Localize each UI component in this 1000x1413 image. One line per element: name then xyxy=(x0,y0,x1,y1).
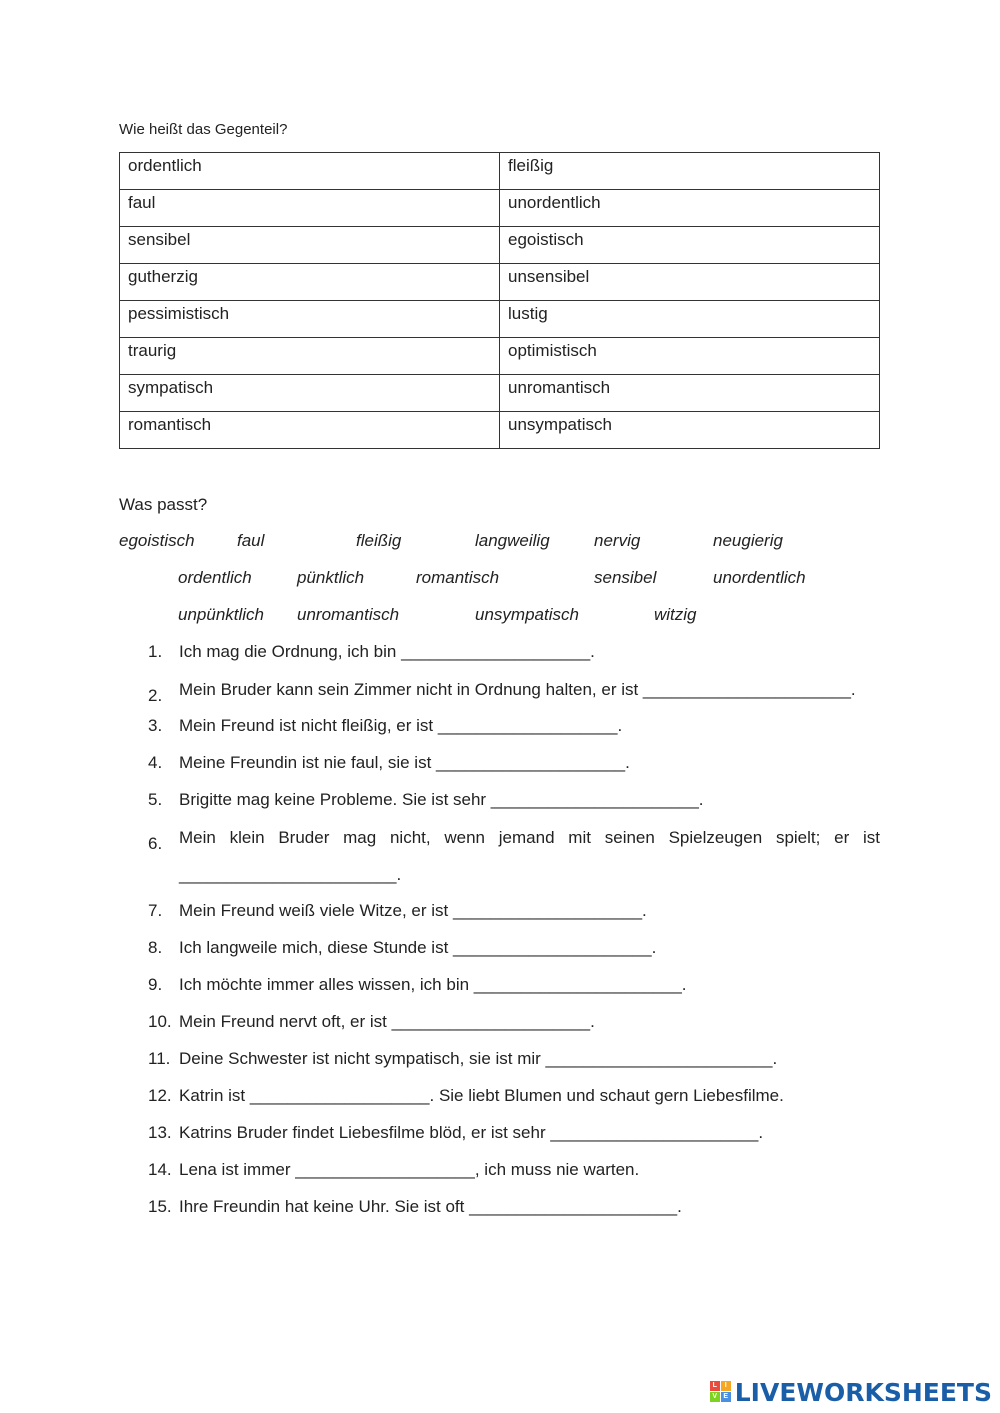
list-item xyxy=(148,936,880,960)
item-number: 1. xyxy=(148,642,163,661)
list-item xyxy=(148,1158,880,1182)
item-text: Mein klein Bruder mag nicht, wenn jemand mit seinen Spielzeugen spielt; er ist _______________________. xyxy=(179,828,880,884)
word-bank-item: egoistisch xyxy=(119,531,195,550)
cell-text: fleißig xyxy=(508,156,554,175)
item-number: 5. xyxy=(148,790,163,809)
table-cell xyxy=(500,412,880,449)
sentence-list xyxy=(148,640,880,1232)
cell-text: lustig xyxy=(508,304,548,323)
list-item xyxy=(148,671,880,708)
list-item xyxy=(148,1121,880,1145)
cell-text: faul xyxy=(128,193,156,212)
item-text: Deine Schwester ist nicht sympatisch, sie ist mir ________________________. xyxy=(179,1049,778,1068)
cell-text: sympatisch xyxy=(128,378,214,397)
item-text: Lena ist immer ___________________, ich muss nie warten. xyxy=(179,1160,640,1179)
word-bank-item: unromantisch xyxy=(297,605,400,624)
table-row xyxy=(120,190,880,227)
table-cell xyxy=(120,338,500,375)
list-item xyxy=(148,1084,880,1108)
logo-mark-icon xyxy=(710,1381,732,1403)
table-cell xyxy=(500,375,880,412)
list-item xyxy=(148,714,880,738)
table-cell xyxy=(120,301,500,338)
word-bank-item: witzig xyxy=(654,605,697,624)
exercise-1-heading: Wie heißt das Gegenteil? xyxy=(119,121,288,138)
table-cell xyxy=(500,264,880,301)
item-number: 6. xyxy=(148,834,163,853)
cell-text: traurig xyxy=(128,341,177,360)
logo-mark-cell: I xyxy=(721,1381,731,1391)
word-bank-item: romantisch xyxy=(416,568,500,587)
word-bank-item: ordentlich xyxy=(178,568,252,587)
item-text: Meine Freundin ist nie faul, sie ist ____________________. xyxy=(179,753,630,772)
list-item xyxy=(148,751,880,775)
word-bank-item: langweilig xyxy=(475,531,550,550)
item-number: 12. xyxy=(148,1086,172,1105)
cell-text: unromantisch xyxy=(508,378,611,397)
table-row xyxy=(120,301,880,338)
table-cell xyxy=(500,301,880,338)
item-number: 8. xyxy=(148,938,163,957)
cell-text: egoistisch xyxy=(508,230,584,249)
word-bank-item: faul xyxy=(237,531,265,550)
table-cell xyxy=(120,375,500,412)
exercise-2-heading: Was passt? xyxy=(119,495,208,514)
word-bank-item: unsympatisch xyxy=(475,605,579,624)
logo-mark-cell: E xyxy=(721,1392,731,1402)
word-bank-item: nervig xyxy=(594,531,641,550)
cell-text: unsympatisch xyxy=(508,415,612,434)
cell-text: gutherzig xyxy=(128,267,198,286)
item-number: 10. xyxy=(148,1012,172,1031)
item-text: Brigitte mag keine Probleme. Sie ist sehr ______________________. xyxy=(179,790,704,809)
table-row xyxy=(120,338,880,375)
item-text: Ihre Freundin hat keine Uhr. Sie ist oft ______________________. xyxy=(179,1197,682,1216)
liveworksheets-logo xyxy=(710,1379,992,1405)
table-cell xyxy=(500,153,880,190)
word-bank-item: fleißig xyxy=(356,531,402,550)
item-text: Ich langweile mich, diese Stunde ist _____________________. xyxy=(179,938,657,957)
logo-mark-cell: V xyxy=(710,1392,720,1402)
table-row xyxy=(120,375,880,412)
cell-text: unordentlich xyxy=(508,193,601,212)
cell-text: pessimistisch xyxy=(128,304,230,323)
list-item xyxy=(148,640,880,664)
list-item xyxy=(148,1047,880,1071)
table-cell xyxy=(120,153,500,190)
list-item xyxy=(148,788,880,812)
word-bank-item: pünktlich xyxy=(297,568,365,587)
word-bank-item: neugierig xyxy=(713,531,783,550)
logo-mark-cell: L xyxy=(710,1381,720,1391)
table-row xyxy=(120,412,880,449)
item-number: 15. xyxy=(148,1197,172,1216)
table-cell xyxy=(120,264,500,301)
word-bank-item: unordentlich xyxy=(713,568,806,587)
list-item xyxy=(148,899,880,923)
cell-text: sensibel xyxy=(128,230,191,249)
table-row xyxy=(120,227,880,264)
item-text: Katrins Bruder findet Liebesfilme blöd, er ist sehr ______________________. xyxy=(179,1123,764,1142)
list-item xyxy=(148,973,880,997)
item-text: Mein Freund ist nicht fleißig, er ist ___________________. xyxy=(179,716,623,735)
list-item xyxy=(148,1195,880,1219)
table-cell xyxy=(500,227,880,264)
logo-text: LIVEWORKSHEETS xyxy=(734,1377,992,1407)
table-cell xyxy=(120,190,500,227)
table-cell xyxy=(500,338,880,375)
cell-text: unsensibel xyxy=(508,267,590,286)
item-text: Mein Freund nervt oft, er ist _____________________. xyxy=(179,1012,595,1031)
item-number: 11. xyxy=(148,1049,171,1068)
item-text: Katrin ist ___________________. Sie liebt Blumen und schaut gern Liebesfilme. xyxy=(179,1086,784,1105)
word-bank-item: sensibel xyxy=(594,568,657,587)
item-number: 7. xyxy=(148,901,163,920)
item-number: 13. xyxy=(148,1123,172,1142)
cell-text: romantisch xyxy=(128,415,212,434)
table-cell xyxy=(120,227,500,264)
table-cell xyxy=(120,412,500,449)
item-number: 4. xyxy=(148,753,163,772)
item-number: 14. xyxy=(148,1160,172,1179)
list-item xyxy=(148,1010,880,1034)
item-number: 9. xyxy=(148,975,163,994)
item-text: Mein Bruder kann sein Zimmer nicht in Ordnung halten, er ist ______________________. xyxy=(179,680,856,699)
cell-text: optimistisch xyxy=(508,341,597,360)
item-text: Ich möchte immer alles wissen, ich bin ______________________. xyxy=(179,975,687,994)
list-item xyxy=(148,819,880,893)
table-row xyxy=(120,264,880,301)
cell-text: ordentlich xyxy=(128,156,202,175)
item-number: 3. xyxy=(148,716,163,735)
item-text: Mein Freund weiß viele Witze, er ist ____________________. xyxy=(179,901,647,920)
table-cell xyxy=(500,190,880,227)
item-number: 2. xyxy=(148,686,163,705)
word-bank-item: unpünktlich xyxy=(178,605,265,624)
table-row xyxy=(120,153,880,190)
item-text: Ich mag die Ordnung, ich bin ____________________. xyxy=(179,642,595,661)
opposites-table xyxy=(119,152,880,449)
